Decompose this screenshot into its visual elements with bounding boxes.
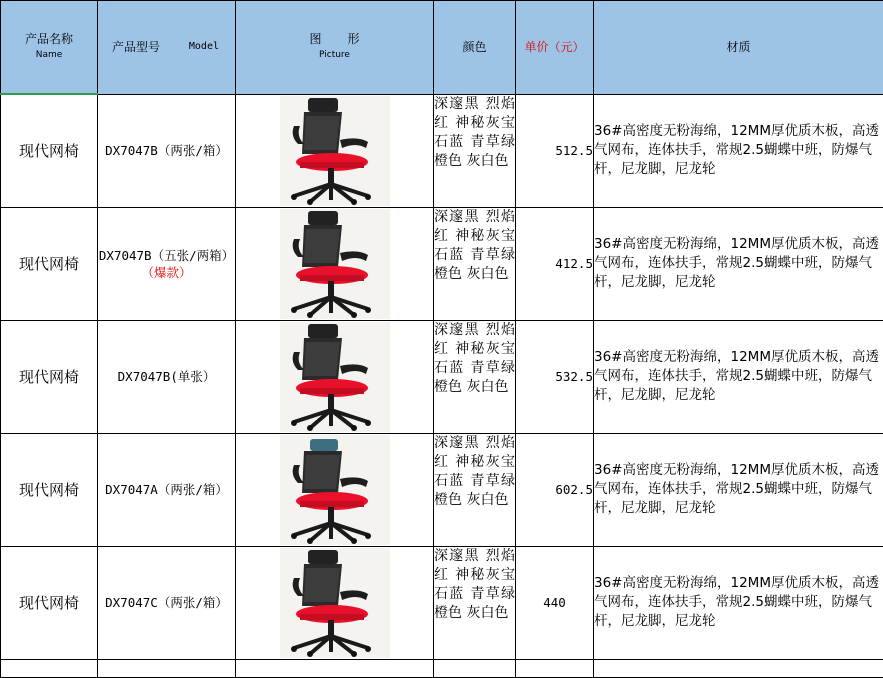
cell-color[interactable]: 深邃黑 烈焰红 神秘灰宝石蓝 青草绿 橙色 灰白色 (434, 320, 516, 433)
cell-name[interactable]: 现代网椅 (1, 94, 98, 207)
header-color-label: 颜色 (462, 40, 486, 54)
office-chair-image (236, 96, 433, 206)
cell-price[interactable]: 412.5 (516, 207, 594, 320)
model-text: DX7047A（两张/箱） (105, 482, 228, 497)
header-picture-cn-2: 形 (348, 32, 360, 46)
header-model-en: Model (189, 39, 219, 55)
model-text: DX7047B（五张/两箱） (99, 248, 234, 263)
header-material-label: 材质 (726, 40, 750, 54)
cell-price[interactable]: 440 (516, 546, 594, 659)
cell-model[interactable] (98, 207, 236, 320)
cell-name[interactable]: 现代网椅 (1, 546, 98, 659)
table-row (1, 207, 883, 320)
header-name[interactable] (1, 1, 98, 95)
cell-material[interactable]: 36#高密度无粉海绵，12MM厚优质木板，高透气网布，连体扶手，常规2.5蝴蝶中班，防爆气杆，尼龙脚，尼龙轮 (594, 546, 883, 659)
cell-price[interactable]: 512.5 (516, 94, 594, 207)
office-chair-image (236, 435, 433, 545)
office-chair-image (236, 548, 433, 658)
cell-color[interactable]: 深邃黑 烈焰红 神秘灰宝石蓝 青草绿 橙色 灰白色 (434, 433, 516, 546)
office-chair-image (236, 322, 433, 432)
cell-model[interactable] (98, 659, 236, 677)
cell-picture[interactable] (236, 433, 434, 546)
header-model[interactable] (98, 1, 236, 95)
cell-model[interactable] (98, 546, 236, 659)
header-model-cn: 产品型号 (112, 39, 160, 55)
cell-material[interactable]: 36#高密度无粉海绵，12MM厚优质木板，高透气网布，连体扶手，常规2.5蝴蝶中班，防爆气杆，尼龙脚，尼龙轮 (594, 320, 883, 433)
header-picture-en: Picture (236, 47, 433, 63)
cell-price[interactable]: 532.5 (516, 320, 594, 433)
table-row-partial (1, 659, 883, 677)
office-chair-image (236, 209, 433, 319)
table-row (1, 433, 883, 546)
cell-name[interactable] (1, 659, 98, 677)
header-material[interactable] (594, 1, 883, 95)
cell-picture[interactable] (236, 94, 434, 207)
header-picture[interactable] (236, 1, 434, 95)
header-name-en: Name (1, 47, 97, 63)
header-price[interactable] (516, 1, 594, 95)
cell-color[interactable]: 深邃黑 烈焰红 神秘灰宝石蓝 青草绿 橙色 灰白色 (434, 207, 516, 320)
cell-model[interactable] (98, 94, 236, 207)
cell-model[interactable] (98, 433, 236, 546)
hot-tag: （爆款） (141, 265, 191, 280)
cell-color[interactable] (434, 659, 516, 677)
cell-model[interactable] (98, 320, 236, 433)
cell-material[interactable]: 36#高密度无粉海绵，12MM厚优质木板，高透气网布，连体扶手，常规2.5蝴蝶中班，防爆气杆，尼龙脚，尼龙轮 (594, 433, 883, 546)
cell-price[interactable] (516, 659, 594, 677)
cell-material[interactable] (594, 659, 883, 677)
cell-price[interactable]: 602.5 (516, 433, 594, 546)
cell-color[interactable]: 深邃黑 烈焰红 神秘灰宝石蓝 青草绿 橙色 灰白色 (434, 546, 516, 659)
header-row (1, 1, 883, 95)
cell-picture[interactable] (236, 546, 434, 659)
model-text: DX7047C（两张/箱） (105, 595, 228, 610)
cell-material[interactable]: 36#高密度无粉海绵，12MM厚优质木板，高透气网布，连体扶手，常规2.5蝴蝶中班，防爆气杆，尼龙脚，尼龙轮 (594, 207, 883, 320)
model-text: DX7047B（两张/箱） (105, 143, 228, 158)
cell-name[interactable]: 现代网椅 (1, 320, 98, 433)
cell-name[interactable]: 现代网椅 (1, 433, 98, 546)
cell-picture[interactable] (236, 659, 434, 677)
table-row (1, 320, 883, 433)
cell-material[interactable]: 36#高密度无粉海绵，12MM厚优质木板，高透气网布，连体扶手，常规2.5蝴蝶中班，防爆气杆，尼龙脚，尼龙轮 (594, 94, 883, 207)
cell-picture[interactable] (236, 207, 434, 320)
table-row (1, 94, 883, 207)
header-picture-cn-1: 图 (309, 32, 321, 46)
cell-name[interactable]: 现代网椅 (1, 207, 98, 320)
cell-picture[interactable] (236, 320, 434, 433)
header-price-label: 单价（元） (524, 40, 584, 54)
cell-color[interactable]: 深邃黑 烈焰红 神秘灰宝石蓝 青草绿 橙色 灰白色 (434, 94, 516, 207)
header-color[interactable] (434, 1, 516, 95)
model-text: DX7047B(单张） (118, 369, 216, 384)
table-row (1, 546, 883, 659)
header-name-cn: 产品名称 (25, 32, 73, 46)
